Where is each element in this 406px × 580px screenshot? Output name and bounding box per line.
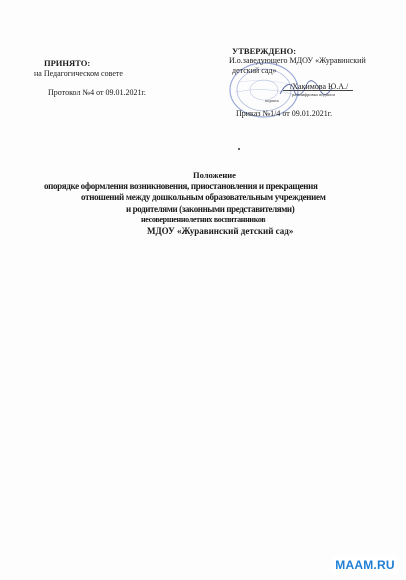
signature-label: подпись	[265, 98, 279, 103]
subtitle-line-1: опорядке оформления возникновения, приостановления и прекращения	[44, 181, 318, 191]
order-reference: Приказ №1/4 от 09.01.2021г.	[236, 109, 333, 118]
approved-heading: УТВЕРЖДЕНО:	[232, 46, 297, 56]
stray-mark	[238, 148, 240, 150]
subtitle-line-4: несовершеннолетних воспитанников	[141, 215, 266, 224]
accepted-heading: ПРИНЯТО:	[44, 58, 91, 68]
approved-position-line2: детский сад»	[232, 66, 277, 75]
accepted-protocol: Протокол №4 от 09.01.2021г.	[48, 88, 146, 97]
signatory-name: /Хакимова Ю.А./	[290, 82, 349, 91]
approved-position-line1: И.о.заведующего МДОУ «Журавинский	[229, 56, 366, 65]
document-title: Положение	[193, 170, 236, 180]
watermark-text: MAAM.RU	[335, 558, 395, 572]
accepted-organ: на Педагогическом совете	[34, 69, 123, 78]
signature-caption: расшифровка подписи	[292, 92, 335, 97]
subtitle-line-2: отношений между дошкольным образовательным учреждением	[81, 192, 326, 202]
subtitle-line-3: и родителями (законными представителями)	[126, 204, 295, 214]
subtitle-line-5: МДОУ «Журавинский детский сад»	[147, 226, 294, 236]
site-watermark	[332, 556, 398, 574]
